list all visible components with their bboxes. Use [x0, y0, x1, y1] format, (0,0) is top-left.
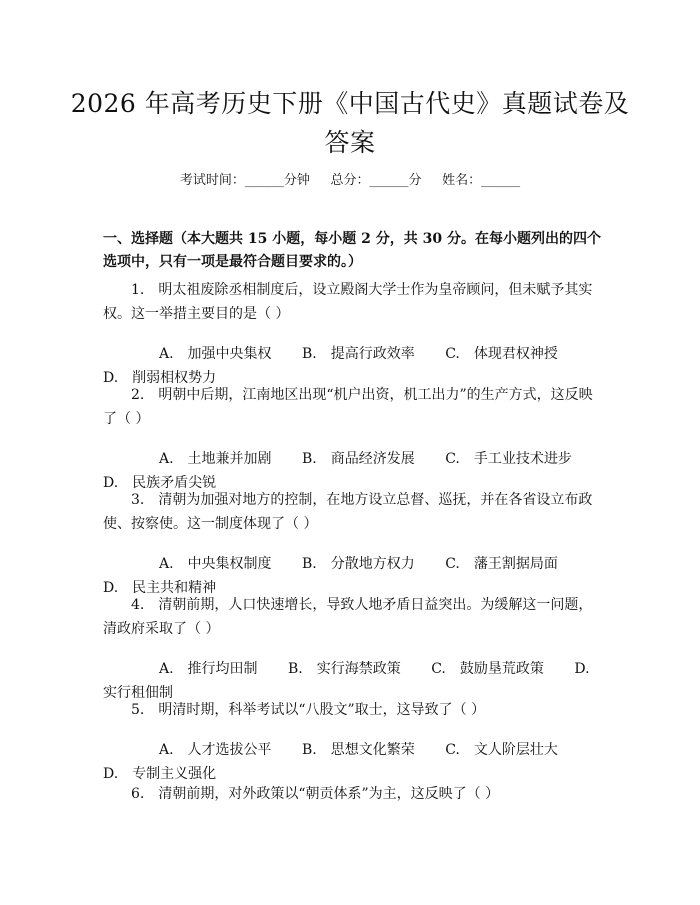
option-a: A. 推行均田制	[159, 661, 258, 677]
option-c: C. 手工业技术进步	[445, 451, 572, 467]
section-heading: 一、选择题（本大题共 15 小题，每小题 2 分，共 30 分。在每小题列出的四个选项中，只有一项是最符合题目要求的。）	[103, 231, 601, 270]
option-d: D. 民主共和精神	[103, 580, 217, 596]
question-1	[103, 278, 603, 390]
option-b: B. 实行海禁政策	[288, 661, 401, 677]
question-5	[103, 698, 603, 786]
question-stem: 1. 明太祖废除丞相制度后，设立殿阁大学士作为皇帝顾问，但未赋予其实权。这一举措主要目的是（ ）	[103, 282, 593, 322]
question-stem: 3. 清朝为加强对地方的控制，在地方设立总督、巡抚，并在各省设立布政使、按察使。这一制度体现了（ ）	[103, 492, 593, 532]
option-a: A. 加强中央集权	[159, 346, 272, 362]
option-a: A. 中央集权制度	[159, 556, 272, 572]
question-stem: 6. 清朝前期，对外政策以“朝贡体系”为主，这反映了（ ）	[131, 786, 500, 802]
option-b: B. 商品经济发展	[302, 451, 415, 467]
option-a: A. 土地兼并加剧	[159, 451, 272, 467]
option-b: B. 思想文化繁荣	[302, 742, 415, 758]
option-c: C. 藩王割据局面	[445, 556, 558, 572]
option-d: D. 削弱相权势力	[103, 370, 217, 386]
option-c: C. 体现君权神授	[445, 346, 558, 362]
question-stem: 4. 清朝前期，人口快速增长，导致人地矛盾日益突出。为缓解这一问题，清政府采取了（ ）	[103, 597, 593, 637]
page-title: 2026 年高考历史下册《中国古代史》真题试卷及答案	[70, 89, 630, 157]
option-b: B. 分散地方权力	[302, 556, 415, 572]
option-c: C. 文人阶层壮大	[445, 742, 558, 758]
question-4	[103, 593, 603, 705]
question-2	[103, 383, 603, 495]
question-stem: 2. 明朝中后期，江南地区出现“机户出资，机工出力”的生产方式，这反映了（ ）	[103, 387, 593, 427]
option-d: D. 民族矛盾尖锐	[103, 475, 217, 491]
question-6	[103, 782, 603, 806]
option-d: D. 专制主义强化	[103, 766, 217, 782]
option-c: C. 鼓励垦荒政策	[431, 661, 544, 677]
question-stem: 5. 明清时期，科举考试以“八股文”取士，这导致了（ ）	[131, 702, 486, 718]
exam-info-line: 考试时间：______分钟 总分：______分 姓名：______	[179, 173, 521, 188]
option-a: A. 人才选拔公平	[159, 742, 272, 758]
answer-options	[103, 738, 603, 786]
option-d: D. 实行租佃制	[103, 661, 604, 701]
option-b: B. 提高行政效率	[302, 346, 415, 362]
question-3	[103, 488, 603, 600]
